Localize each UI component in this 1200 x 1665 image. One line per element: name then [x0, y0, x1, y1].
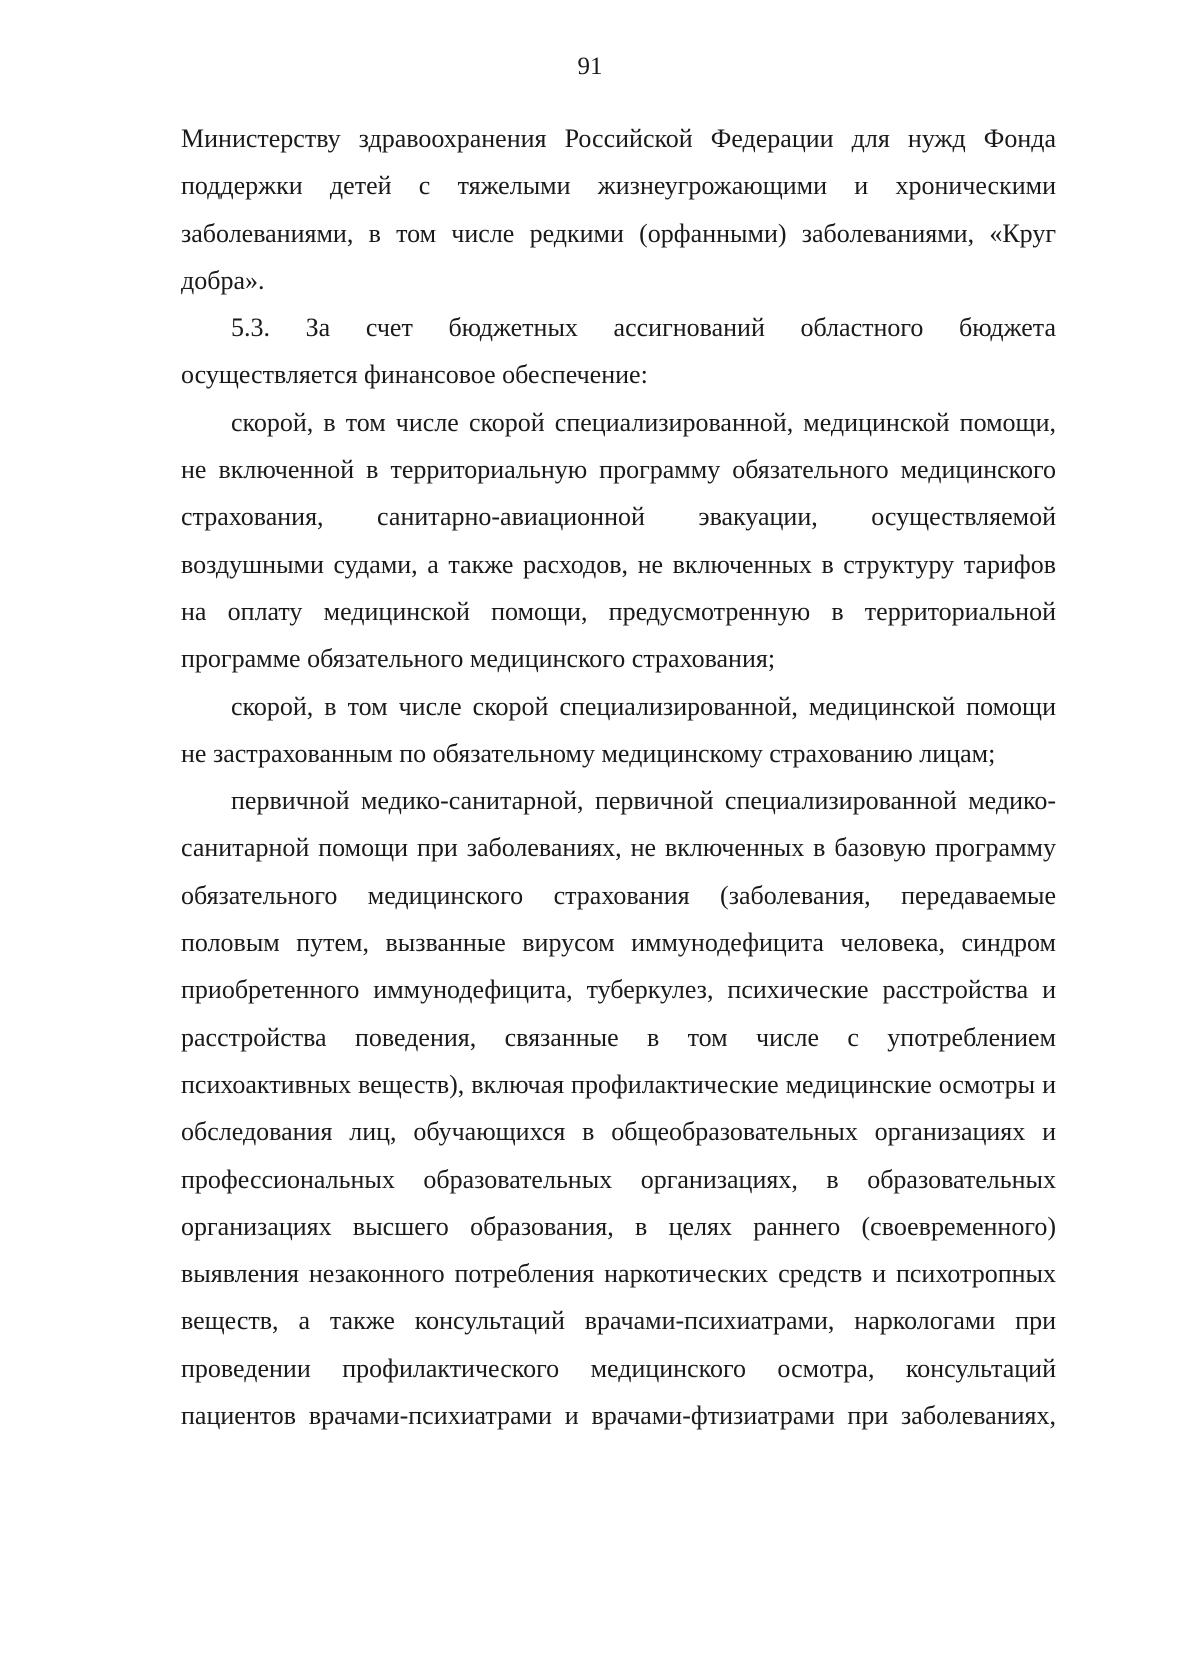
page-number: 91: [577, 53, 603, 80]
document-body: [181, 115, 1056, 1439]
paragraph-primary-care: первичной медико-санитарной, первичной специализированной медико-санитарной помощи при заболеваниях, не включенных в базовую программу обязательного медицинского страхования (заболевания, передаваемые половым путем, вызванные вирусом иммунодефицита человека, синдром приобретенного иммунодефицита, туберкулез, психические расстройства и расстройства поведения, связанные в том числе с употреблением психоактивных веществ), включая профилактические медицинские осмотры и обследования лиц, обучающихся в общеобразовательных организациях и профессиональных образовательных организациях, в образовательных организациях высшего образования, в целях раннего (своевременного) выявления незаконного потребления наркотических средств и психотропных веществ, а также консультаций врачами-психиатрами, наркологами при проведении профилактического медицинского осмотра, консультаций пациентов врачами-психиатрами и врачами-фтизиатрами при заболеваниях,: [181, 786, 1056, 1431]
paragraph-continuation: Министерству здравоохранения Российской Федерации для нужд Фонда поддержки детей с тяжелыми жизнеугрожающими и хроническими заболеваниями, в том числе редкими (орфанными) заболеваниями, «Круг добра».: [181, 124, 1056, 295]
paragraph-emergency-care: скорой, в том числе скорой специализированной, медицинской помощи, не включенной в территориальную программу обязательного медицинского страхования, санитарно-авиационной эвакуации, осуществляемой воздушными судами, а также расходов, не включенных в структуру тарифов на оплату медицинской помощи, предусмотренную в территориальной программе обязательного медицинского страхования;: [181, 407, 1056, 674]
paragraph-section-5-3: 5.3. За счет бюджетных ассигнований областного бюджета осуществляется финансовое обеспечение:: [181, 313, 1056, 390]
paragraph-uninsured-care: скорой, в том числе скорой специализированной, медицинской помощи не застрахованным по обязательному медицинскому страхованию лицам;: [181, 691, 1056, 768]
